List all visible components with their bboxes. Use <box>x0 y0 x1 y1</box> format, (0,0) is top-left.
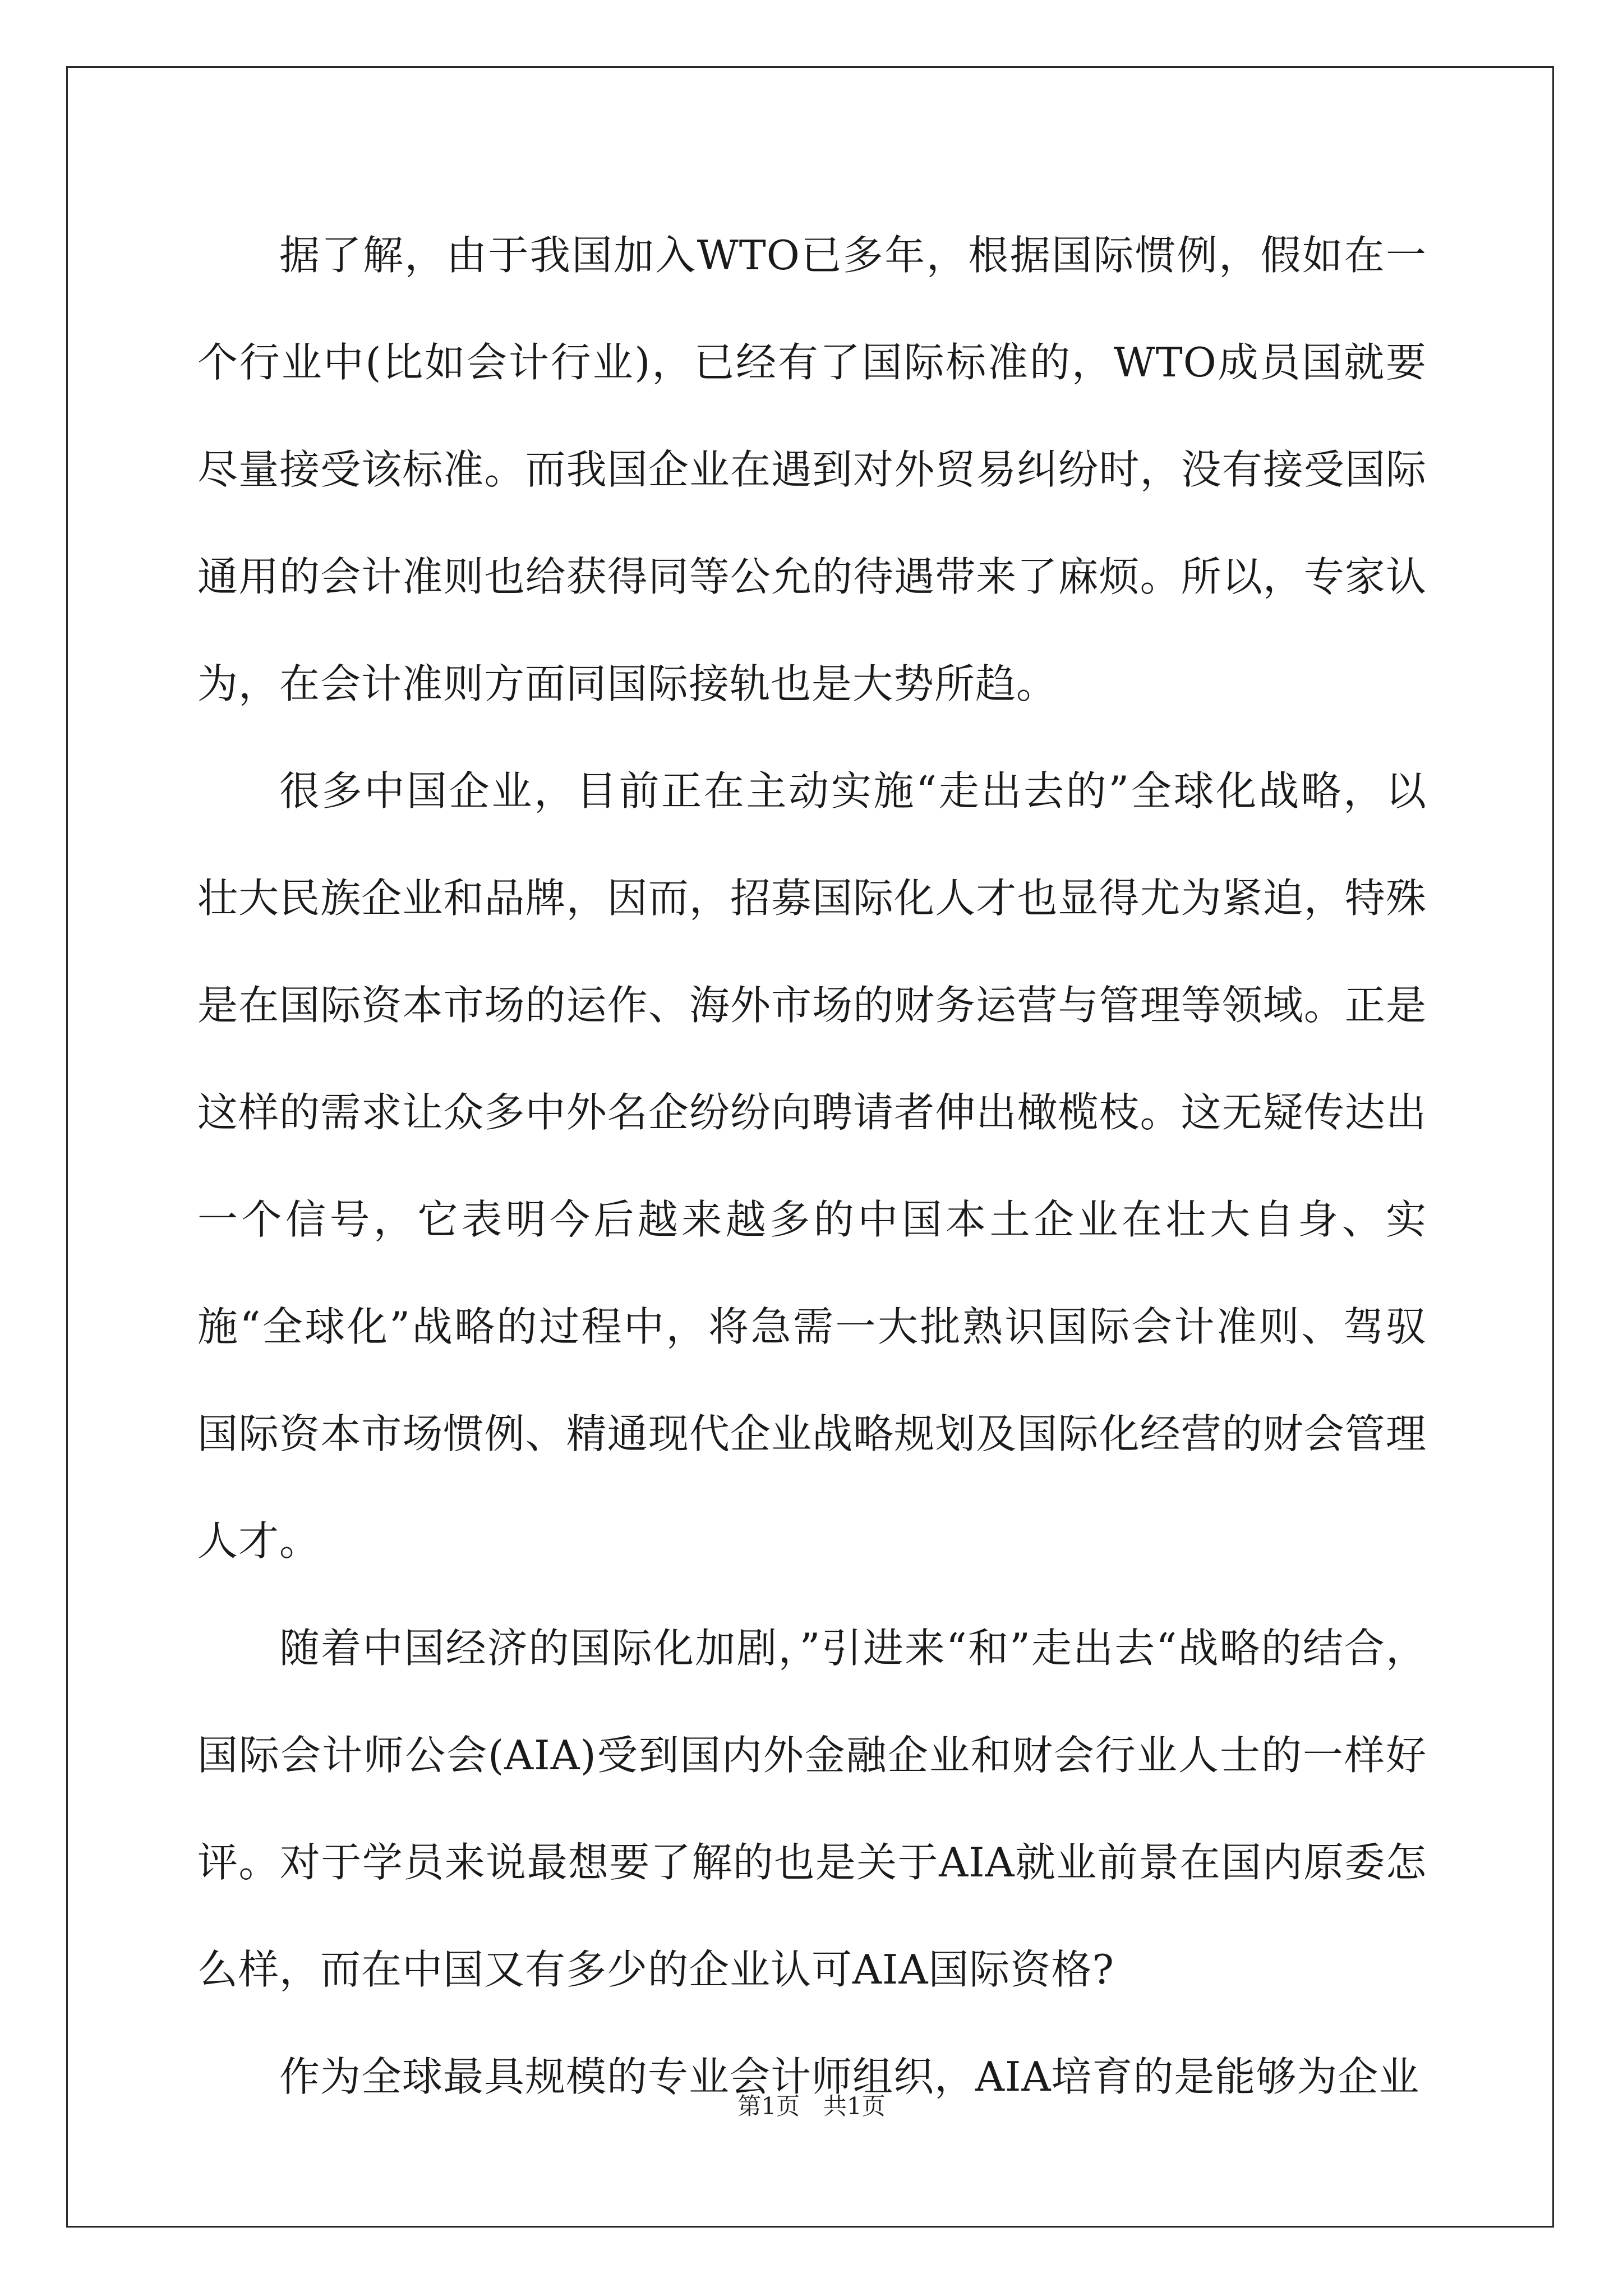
paragraph-4: 作为全球最具规模的专业会计师组织，AIA培育的是能够为企业 <box>279 2053 1420 2100</box>
paragraph-2: 很多中国企业，目前正在主动实施“走出去的”全球化战略，以壮大民族企业和品牌，因而，招募国际化人才也显得尤为紧迫，特殊是在国际资本市场的运作、海外市场的财务运营与管理等领域。正是这样的需求让众多中外名企纷纷向聘请者伸出橄榄枝。这无疑传达出一个信号，它表明今后越来越多的中国本土企业在壮大自身、实施“全球化”战略的过程中，将急需一大批熟识国际会计准则、驾驭国际资本市场惯例、精通现代企业战略规划及国际化经营的财会管理人才。 <box>197 767 1427 1565</box>
paragraph-3: 随着中国经济的国际化加剧，”引进来“和”走出去“战略的结合，国际会计师公会(AIA)受到国内外金融企业和财会行业人士的一样好评。对于学员来说最想要了解的也是关于AIA就业前景在国内原委怎么样，而在中国又有多少的企业认可AIA国际资格? <box>197 1625 1427 1993</box>
document-body <box>197 202 1427 2131</box>
paragraph-1: 据了解，由于我国加入WTO已多年，根据国际惯例，假如在一个行业中(比如会计行业)，已经有了国际标准的，WTO成员国就要尽量接受该标准。而我国企业在遇到对外贸易纠纷时，没有接受国际通用的会计准则也给获得同等公允的待遇带来了麻烦。所以，专家认为，在会计准则方面同国际接轨也是大势所趋。 <box>197 232 1427 707</box>
page-footer: 第1页 共1页 <box>737 2092 886 2120</box>
